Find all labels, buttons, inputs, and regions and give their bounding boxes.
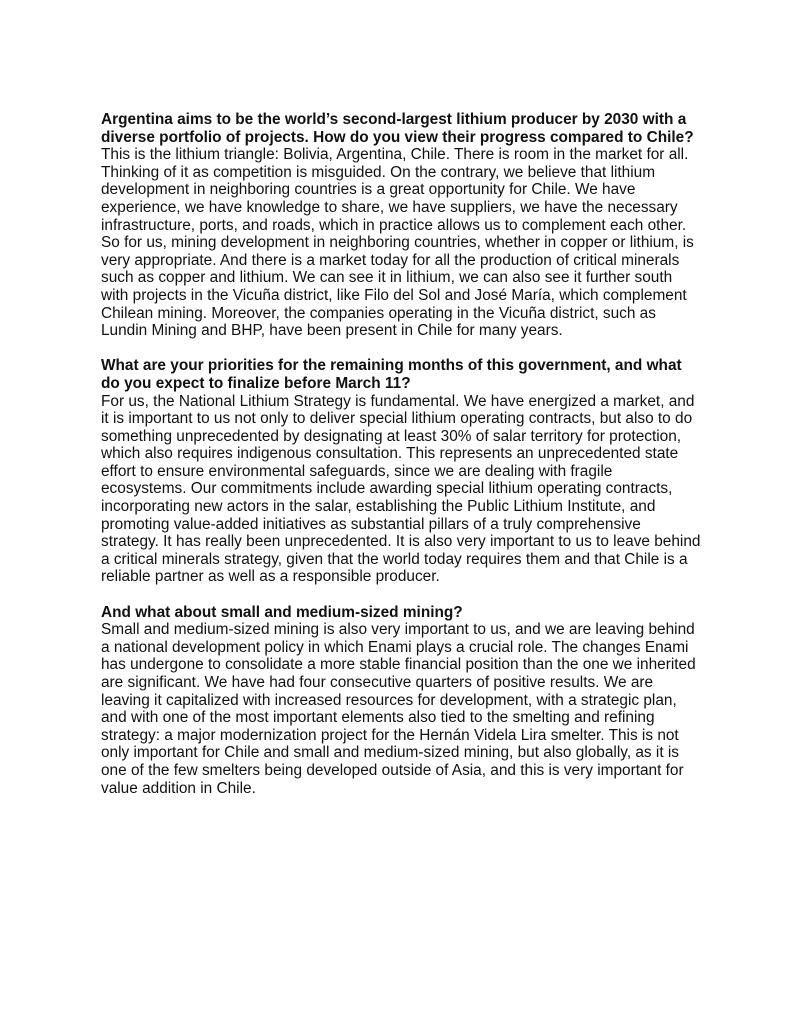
question-line: Argentina aims to be the world’s second-largest lithium producer by 2030 with a — [101, 111, 687, 128]
interview-section — [101, 357, 741, 586]
answer-line: one of the few smelters being developed outside of Asia, and this is very important for — [101, 761, 684, 779]
answer-line: effort to ensure environmental safeguards, since we are dealing with fragile — [101, 462, 613, 480]
answer-line: ecosystems. Our commitments include awarding special lithium operating contracts, — [101, 480, 673, 498]
answer-line: infrastructure, ports, and roads, which in practice allows us to complement each other. — [101, 216, 687, 234]
answer-line: development in neighboring countries is a great opportunity for Chile. We have — [101, 181, 636, 199]
answer-line: So for us, mining development in neighboring countries, whether in copper or lithium, is — [101, 234, 694, 252]
answer-paragraph — [101, 146, 741, 340]
answer-line: only important for Chile and small and medium-sized mining, but also globally, as it is — [101, 744, 679, 762]
answer-line: reliable partner as well as a responsible producer. — [101, 568, 440, 586]
answer-line: very appropriate. And there is a market today for all the production of critical minerals — [101, 251, 680, 269]
question-heading — [101, 357, 741, 392]
answer-line: promoting value-added initiatives as substantial pillars of a truly comprehensive — [101, 515, 641, 533]
answer-line: a national development policy in which Enami plays a crucial role. The changes Enami — [101, 638, 689, 656]
interview-section — [101, 604, 741, 798]
answer-line: with projects in the Vicuña district, like Filo del Sol and José María, which complement — [101, 286, 687, 304]
answer-line: This is the lithium triangle: Bolivia, Argentina, Chile. There is room in the market for all. — [101, 146, 689, 164]
question-heading — [101, 604, 741, 622]
document-page — [101, 111, 741, 815]
answer-paragraph — [101, 393, 741, 587]
answer-line: incorporating new actors in the salar, establishing the Public Lithium Institute, and — [101, 498, 656, 516]
answer-line: For us, the National Lithium Strategy is fundamental. We have energized a market, and — [101, 392, 695, 410]
question-line: What are your priorities for the remaining months of this government, and what — [101, 357, 682, 375]
answer-line: Lundin Mining and BHP, have been present in Chile for many years. — [101, 322, 563, 340]
question-line: diverse portfolio of projects. How do you view their progress compared to Chile? — [101, 128, 694, 146]
answer-line: Small and medium-sized mining is also very important to us, and we are leaving behind — [101, 621, 695, 639]
answer-line: are significant. We have had four consecutive quarters of positive results. We are — [101, 674, 654, 691]
answer-line: value addition in Chile. — [101, 779, 256, 797]
answer-line: strategy: a major modernization project for the Hernán Videla Lira smelter. This is not — [101, 726, 679, 744]
answer-line: Thinking of it as competition is misguided. On the contrary, we believe that lithium — [101, 163, 656, 181]
answer-line: something unprecedented by designating at least 30% of salar territory for protection, — [101, 427, 682, 445]
question-heading — [101, 111, 741, 146]
answer-line: it is important to us not only to deliver special lithium operating contracts, but also to do — [101, 410, 693, 428]
answer-line: Chilean mining. Moreover, the companies operating in the Vicuña district, such as — [101, 304, 656, 322]
question-line: do you expect to finalize before March 11? — [101, 374, 411, 392]
answer-paragraph — [101, 621, 741, 797]
answer-line: a critical minerals strategy, given that the world today requires them and that Chile is a — [101, 550, 688, 568]
answer-line: and with one of the most important elements also tied to the smelting and refining — [101, 709, 655, 727]
answer-line: such as copper and lithium. We can see it in lithium, we can also see it further south — [101, 269, 673, 287]
answer-line: experience, we have knowledge to share, we have suppliers, we have the necessary — [101, 198, 678, 216]
answer-line: strategy. It has really been unprecedented. It is also very important to us to leave behind — [101, 533, 701, 551]
answer-line: which also requires indigenous consultation. This represents an unprecedented state — [101, 445, 679, 463]
question-line: And what about small and medium-sized mining? — [101, 603, 463, 621]
answer-line: leaving it capitalized with increased resources for development, with a strategic plan, — [101, 691, 677, 709]
answer-line: has undergone to consolidate a more stable financial position than the one we inherited — [101, 656, 696, 674]
interview-section — [101, 111, 741, 340]
